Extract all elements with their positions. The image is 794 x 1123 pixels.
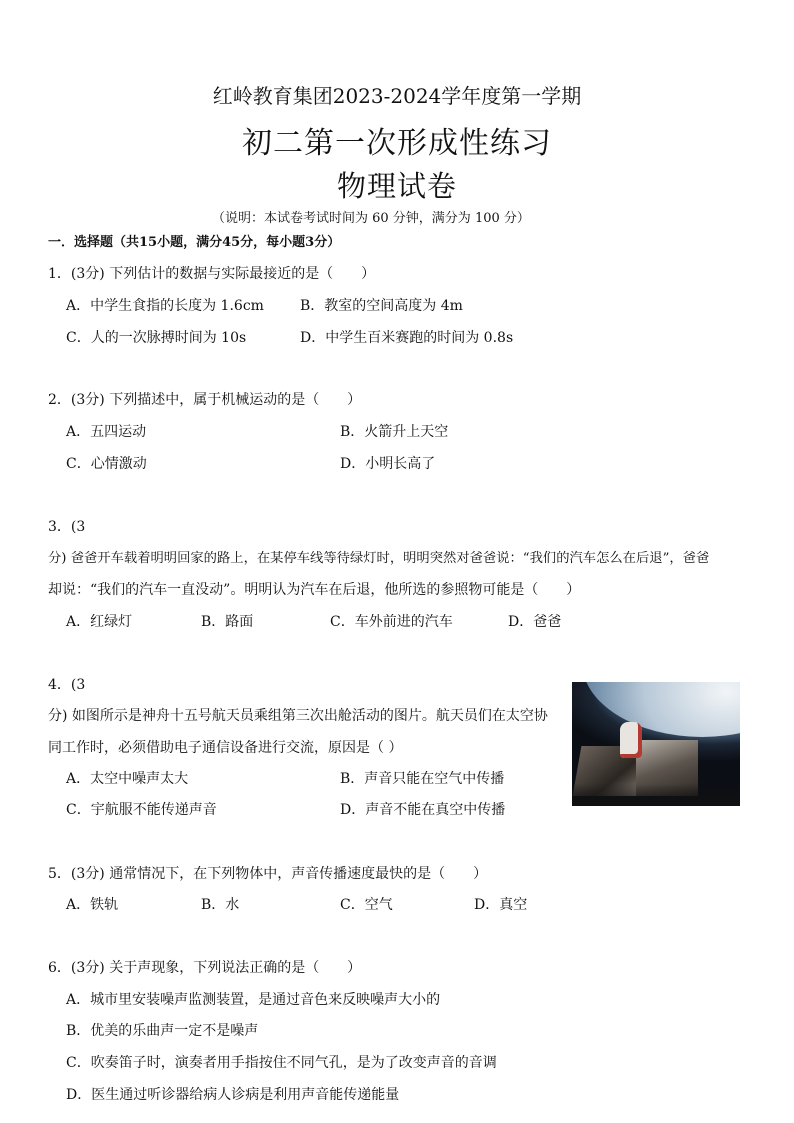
question-4-stem-line-2: 分) 如图所示是神舟十五号航天员乘组第三次出舱活动的图片。航天员们在太空协 bbox=[48, 708, 548, 724]
question-3-stem-line-1: 3．(3 bbox=[48, 519, 86, 535]
photo-shadow bbox=[572, 784, 740, 806]
question-1-option-a: A．中学生食指的长度为 1.6cm bbox=[66, 298, 264, 314]
question-1-option-d: D．中学生百米赛跑的时间为 0.8s bbox=[300, 330, 514, 346]
question-1-option-c: C．人的一次脉搏时间为 10s bbox=[66, 330, 247, 346]
question-6-option-c: C．吹奏笛子时，演奏者用手指按住不同气孔，是为了改变声音的音调 bbox=[66, 1055, 497, 1071]
question-3-option-c: C．车外前进的汽车 bbox=[330, 614, 453, 630]
question-5-option-b: B．水 bbox=[201, 897, 240, 913]
question-4-option-d: D．声音不能在真空中传播 bbox=[340, 802, 506, 818]
question-2-option-b: B．火箭升上天空 bbox=[340, 424, 449, 440]
exam-title: 初二第一次形成性练习 bbox=[242, 126, 552, 161]
question-4-option-c: C．宇航服不能传递声音 bbox=[66, 802, 217, 818]
question-4-option-b: B．声音只能在空气中传播 bbox=[340, 771, 505, 787]
question-6-option-d: D．医生通过听诊器给病人诊病是利用声音能传递能量 bbox=[66, 1087, 400, 1103]
question-6-option-b: B．优美的乐曲声一定不是噪声 bbox=[66, 1023, 259, 1039]
question-5-option-d: D．真空 bbox=[474, 897, 528, 913]
question-2-option-d: D．小明长高了 bbox=[340, 456, 436, 472]
exam-note: （说明：本试卷考试时间为 60 分钟，满分为 100 分） bbox=[212, 211, 530, 226]
question-5-option-c: C．空气 bbox=[340, 897, 393, 913]
question-4-option-a: A．太空中噪声太大 bbox=[66, 771, 189, 787]
section-title: 一．选择题（共15小题，满分45分，每小题3分） bbox=[48, 235, 341, 250]
question-3-stem-line-2: 分) 爸爸开车载着明明回家的路上，在某停车线等待绿灯时，明明突然对爸爸说：“我们的汽车怎么在后退”，爸爸 bbox=[48, 551, 710, 566]
question-4-stem-line-3: 同工作时，必须借助电子通信设备进行交流，原因是（ ） bbox=[48, 740, 403, 756]
question-2-option-a: A．五四运动 bbox=[66, 424, 147, 440]
question-2-option-c: C．心情激动 bbox=[66, 456, 147, 472]
spacewalk-photo bbox=[572, 682, 740, 806]
question-4-stem-line-1: 4．(3 bbox=[48, 677, 86, 693]
astronaut-figure bbox=[620, 722, 642, 758]
question-3-option-b: B．路面 bbox=[201, 614, 254, 630]
question-2-stem: 2．(3分) 下列描述中，属于机械运动的是（ ） bbox=[48, 392, 362, 408]
question-3-option-d: D．爸爸 bbox=[508, 614, 562, 630]
question-6-option-a: A．城市里安装噪声监测装置，是通过音色来反映噪声大小的 bbox=[66, 992, 441, 1008]
earth-horizon bbox=[582, 682, 740, 737]
subject-title: 物理试卷 bbox=[336, 169, 457, 203]
question-5-option-a: A．铁轨 bbox=[66, 897, 119, 913]
school-term-line: 红岭教育集团2023-2024学年度第一学期 bbox=[212, 84, 582, 108]
question-3-stem-line-3: 却说：“我们的汽车一直没动”。明明认为汽车在后退，他所选的参照物可能是（ ） bbox=[48, 582, 581, 598]
question-5-stem: 5．(3分) 通常情况下，在下列物体中，声音传播速度最快的是（ ） bbox=[48, 866, 488, 882]
question-6-stem: 6．(3分) 关于声现象，下列说法正确的是（ ） bbox=[48, 960, 362, 976]
question-3-option-a: A．红绿灯 bbox=[66, 614, 133, 630]
question-1-stem: 1．(3分) 下列估计的数据与实际最接近的是（ ） bbox=[48, 266, 376, 282]
question-1-option-b: B．教室的空间高度为 4m bbox=[300, 298, 463, 314]
